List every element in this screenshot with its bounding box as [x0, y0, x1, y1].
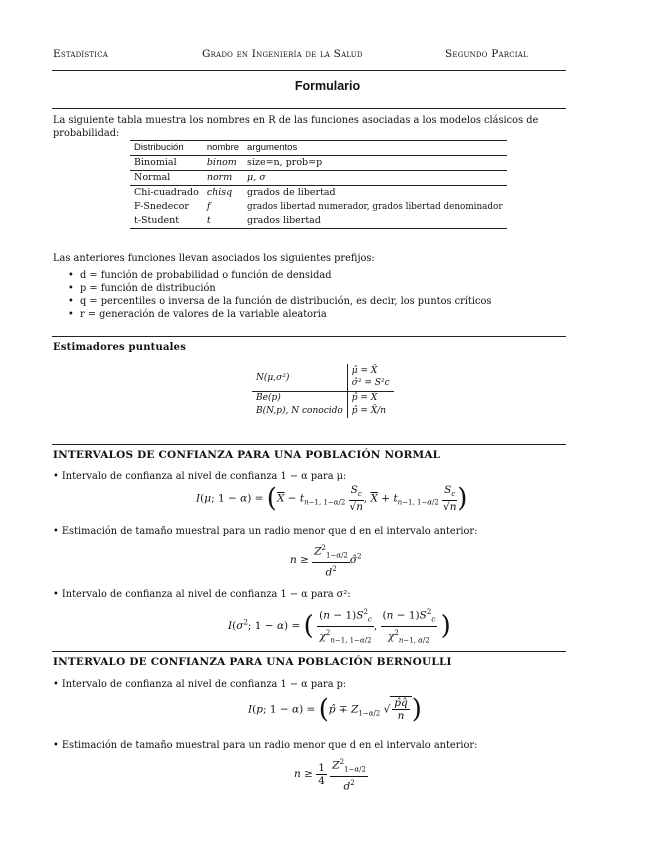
table-cell: f: [206, 201, 211, 212]
normal-bullet-2: • Estimación de tamaño muestral para un radio menor que d en el intervalo anterior:: [53, 526, 478, 537]
estimator-sigma: σ̂² = S²c: [351, 378, 390, 388]
table-header: argumentos: [247, 142, 298, 153]
list-item: • q = percentiles o inversa de la función de distribución, es decir, los puntos críticos: [65, 295, 491, 308]
section-rule: [52, 336, 566, 337]
estimator-mu: μ̂ = X̄: [351, 366, 378, 376]
section-rule: [52, 651, 566, 652]
prefixes-intro: Las anteriores funciones llevan asociados los siguientes prefijos:: [53, 253, 375, 264]
table-cell: F-Snedecor: [134, 201, 189, 212]
bullet-text: Estimación de tamaño muestral para un radio menor que d en el intervalo anterior:: [61, 740, 478, 751]
formula-n-normal: n ≥ $\frac{Z^2_{1-\alpha/2}}{d^2}$ σ̂$^2$: [290, 544, 362, 579]
table-cell: p̂ = X̄: [351, 393, 378, 403]
table-cell: Chi-cuadrado: [134, 187, 199, 198]
title-rule: [52, 108, 566, 109]
table-cell: Normal: [134, 172, 171, 183]
list-item: • p = función de distribución: [65, 282, 491, 295]
table-header: Distribución: [134, 142, 184, 153]
table-cell: grados de libertad: [247, 187, 336, 198]
list-item: • r = generación de valores de la variable aleatoria: [65, 308, 491, 321]
table-cell: t: [206, 215, 211, 226]
table-cell: norm: [206, 172, 233, 183]
table-cell: grados libertad numerador, grados libertad denominador: [247, 201, 503, 212]
page-title: Formulario: [294, 79, 361, 93]
formula-ci-mu: I(μ; $1 - \alpha) = (\overline{X} - t_{n-1, 1-\alpha/2}$ $\frac{S_c}{√n}$ , $\overline{X} + t_{n-1, 1-\alpha/2}$ $\frac{S_c}{√n}$ ): [196, 483, 468, 514]
table-cell: binom: [206, 157, 237, 168]
header-right: Segundo Parcial: [445, 48, 528, 60]
section-rule: [52, 444, 566, 445]
table-cell: size=n, prob=p: [247, 157, 323, 168]
formula-ci-sigma: $I(\sigma^2$; 1 − α) = ( $\frac{(n - 1)S^2_c}{\chi^2_{n-1, 1-\alpha/2}}$ , $\frac{(n - 1)S^2_c}{\chi^2_{n-1, \alpha/2}}$ ): [228, 608, 451, 645]
bullet-text: Intervalo de confianza al nivel de confianza 1 − α para μ:: [61, 471, 347, 482]
list-item: • d = función de probabilidad o función de densidad: [65, 269, 491, 282]
bernoulli-heading: INTERVALO DE CONFIANZA PARA UNA POBLACIÓN BERNOULLI: [53, 656, 452, 668]
prefix-list: [65, 269, 491, 321]
table-cell: μ, σ: [247, 172, 266, 183]
table-cell: B(N,p), N conocido: [252, 405, 347, 418]
estimators-heading: Estimadores puntuales: [53, 342, 187, 353]
table-cell: Binomial: [134, 157, 177, 168]
table-cell: grados libertad: [247, 215, 321, 226]
header-rule: [52, 70, 566, 71]
estimators-table: [252, 364, 394, 418]
bernoulli-bullet-1: • Intervalo de confianza al nivel de confianza 1 − α para p:: [53, 679, 347, 690]
table-cell: t-Student: [134, 215, 180, 226]
normal-bullet-1: • Intervalo de confianza al nivel de confianza 1 − α para μ:: [53, 471, 347, 482]
table-cell: p̂ = X̄/n: [351, 406, 387, 416]
header-left: Estadística: [53, 48, 109, 60]
table-cell: N(μ,σ²): [252, 364, 347, 392]
r-functions-table: [130, 140, 507, 229]
table-cell: chisq: [206, 187, 233, 198]
bullet-text: Intervalo de confianza al nivel de confianza 1 − α para p:: [61, 679, 347, 690]
formula-n-bernoulli: n ≥ $\frac{1}{4}$ $\frac{Z^2_{1-\alpha/2}}{d^2}$: [294, 758, 366, 793]
normal-bullet-3: • Intervalo de confianza al nivel de confianza 1 − α para σ²:: [53, 589, 351, 600]
table-header: nombre: [206, 142, 240, 153]
bullet-text: Estimación de tamaño muestral para un radio menor que d en el intervalo anterior:: [61, 526, 478, 537]
table-cell: [347, 364, 393, 392]
header-center: Grado en Ingeniería de la Salud: [202, 48, 363, 60]
bullet-text: Intervalo de confianza al nivel de confianza 1 − α para σ²:: [61, 589, 351, 600]
table-cell: Be(p): [252, 392, 347, 406]
intro-text: La siguiente tabla muestra los nombres en R de las funciones asociadas a los modelos clásicos de probabilidad:: [53, 115, 539, 139]
formula-ci-p: I(p; 1 − α) = (p̂ ∓ $Z_{1-\alpha/2}$ √ $\frac{p̂q̂}{n}$ ): [248, 694, 422, 725]
normal-heading: INTERVALOS DE CONFIANZA PARA UNA POBLACIÓN NORMAL: [53, 449, 441, 461]
bernoulli-bullet-2: • Estimación de tamaño muestral para un radio menor que d en el intervalo anterior:: [53, 740, 478, 751]
